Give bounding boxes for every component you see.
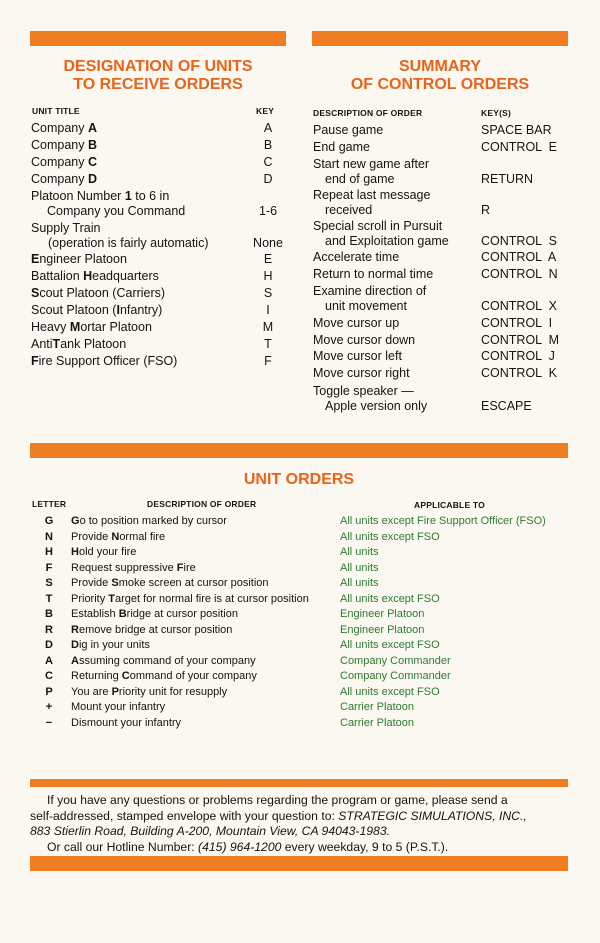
order-keys: CONTROL K <box>481 366 557 380</box>
order-text-rest: o to position marked by cursor <box>79 515 227 527</box>
unit-key: B <box>263 138 273 152</box>
order-applicable: Engineer Platoon <box>340 608 425 620</box>
order-text-rest: ridge at cursor position <box>126 608 238 620</box>
order-description: Move cursor up <box>313 316 400 330</box>
order-description-line2: end of game <box>325 172 395 186</box>
order-text: Returning <box>71 670 122 682</box>
order-text: Dismount your infantry <box>71 716 182 729</box>
order-description <box>71 593 309 606</box>
order-description: Examine direction of <box>313 284 427 298</box>
order-text: Request suppressive <box>71 561 177 574</box>
unit-title-key-letter: A <box>87 121 98 135</box>
order-applicable: Carrier Platoon <box>340 716 414 729</box>
order-text-rest: ssuming command of your company <box>78 654 256 667</box>
order-keys: CONTROL S <box>481 234 557 248</box>
order-letter: P <box>45 685 53 698</box>
unit-title-text: Company <box>31 138 88 152</box>
order-description <box>71 624 232 637</box>
order-text: Provide <box>71 577 112 589</box>
unit-title-key-letter: T <box>52 337 61 351</box>
keys-header: KEY(S) <box>481 108 512 118</box>
order-keys: CONTROL M <box>481 333 560 347</box>
order-applicable: All units except FSO <box>340 530 440 543</box>
contact-info <box>30 793 570 855</box>
unit-title <box>31 354 177 368</box>
letter-header: LETTER <box>32 499 67 509</box>
order-key-letter: A <box>71 654 79 667</box>
unit-key: I <box>266 303 270 317</box>
order-letter: − <box>45 716 53 729</box>
order-letter: + <box>45 701 53 713</box>
order-description-header: DESCRIPTION OF ORDER <box>147 499 257 509</box>
top-right-bar <box>312 31 568 46</box>
order-text-rest: ommand of your company <box>129 670 257 682</box>
order-keys: CONTROL I <box>481 316 553 330</box>
unit-key: A <box>263 121 273 135</box>
unit-title <box>31 337 126 351</box>
order-key-letter: F <box>176 561 184 574</box>
order-text: Priority <box>71 592 109 605</box>
order-key-letter: P <box>111 685 119 698</box>
order-text: Provide <box>71 530 112 543</box>
order-description: Move cursor down <box>313 333 416 347</box>
footer-line-4: Or call our Hotline Number: (415) 964-1200 every weekday, 9 to 5 (P.S.T.). <box>47 839 449 854</box>
order-description-line2: Apple version only <box>325 399 428 413</box>
order-text: Establish <box>71 608 119 620</box>
unit-title <box>31 286 165 300</box>
order-description <box>71 670 257 683</box>
unit-key: H <box>263 269 273 283</box>
key-header: KEY <box>256 106 275 116</box>
unit-title <box>31 172 97 186</box>
footer-bottom-bar <box>30 856 568 871</box>
unit-key: 1-6 <box>258 204 278 218</box>
unit-title <box>31 155 97 169</box>
unit-title-text: Company <box>31 172 88 186</box>
unit-title-key-letter: C <box>87 155 98 169</box>
order-key-letter: R <box>71 623 79 636</box>
order-description: Start new game after <box>313 157 430 171</box>
order-letter: N <box>45 530 53 543</box>
unit-title-text-rest: ire Support Officer (FSO) <box>38 354 178 368</box>
unit-orders-bar <box>30 443 568 458</box>
unit-key: E <box>263 252 273 266</box>
unit-title <box>31 138 97 152</box>
order-description <box>71 639 150 652</box>
order-letter: C <box>45 670 53 682</box>
order-letter: T <box>45 592 53 605</box>
order-text: Mount your infantry <box>71 701 166 713</box>
order-description-line2: received <box>325 203 373 217</box>
order-text-rest: arget for normal fire is at cursor position <box>115 592 309 605</box>
order-text-rest: ormal fire <box>119 530 166 543</box>
footer-line-3: 883 Stierlin Road, Building A-200, Mountain View, CA 94043-1983. <box>30 824 390 838</box>
unit-title-text: Company <box>31 155 88 169</box>
unit-title <box>31 320 152 334</box>
unit-title-text: Battalion <box>31 269 84 283</box>
unit-title-line2: Company you Command <box>47 204 186 218</box>
order-description: Return to normal time <box>313 267 434 281</box>
order-letter: S <box>45 577 53 589</box>
unit-title <box>31 221 100 235</box>
top-left-bar <box>30 31 286 46</box>
order-key-letter: T <box>108 592 116 605</box>
unit-title <box>31 269 159 283</box>
order-letter: R <box>45 623 53 636</box>
unit-title-text-rest: eadquarters <box>92 269 159 283</box>
order-description <box>71 562 196 575</box>
order-applicable: All units <box>340 546 379 558</box>
order-text-rest: ire <box>183 561 196 574</box>
order-key-letter: S <box>111 577 119 589</box>
order-description: Move cursor left <box>313 349 402 363</box>
unit-key: None <box>253 236 283 250</box>
order-applicable: Carrier Platoon <box>340 701 414 713</box>
order-applicable: All units except FSO <box>340 685 440 698</box>
order-keys: CONTROL A <box>481 250 557 264</box>
order-description <box>71 515 227 528</box>
applicable-header: APPLICABLE TO <box>414 500 485 510</box>
unit-title-text-rest: to 6 in <box>131 189 170 203</box>
order-text-rest: old your fire <box>78 546 137 558</box>
unit-title-text-rest: ank Platoon <box>60 337 127 351</box>
designation-title: DESIGNATION OF UNITS TO RECEIVE ORDERS <box>63 58 253 93</box>
unit-title <box>31 121 97 135</box>
unit-key: F <box>264 354 272 368</box>
order-text-rest: ig in your units <box>78 639 150 651</box>
order-letter: A <box>45 654 53 667</box>
order-applicable: All units except FSO <box>340 592 440 605</box>
order-text-rest: moke screen at cursor position <box>118 577 269 589</box>
order-description: Special scroll in Pursuit <box>313 219 443 233</box>
order-description <box>71 577 269 590</box>
unit-title <box>31 252 127 266</box>
order-keys: R <box>481 203 491 217</box>
order-description <box>71 701 165 714</box>
order-key-letter: H <box>71 546 79 558</box>
order-description: Toggle speaker — <box>313 384 414 398</box>
order-key-letter: C <box>121 670 130 682</box>
unit-title-header: UNIT TITLE <box>32 106 80 116</box>
unit-title-key-letter: F <box>31 354 39 368</box>
order-key-letter: D <box>71 639 79 651</box>
order-applicable: Engineer Platoon <box>340 623 425 636</box>
order-keys: SPACE BAR <box>481 123 552 137</box>
order-description <box>71 531 165 544</box>
unit-title-text: Platoon Number <box>31 189 125 203</box>
order-letter: H <box>45 546 53 558</box>
unit-title-text: Supply Train <box>31 221 101 235</box>
unit-title-text-rest: nfantry) <box>119 303 163 317</box>
order-keys: CONTROL J <box>481 349 555 363</box>
order-keys: ESCAPE <box>481 399 532 413</box>
order-key-letter: G <box>71 515 80 527</box>
unit-title <box>31 189 169 203</box>
order-description-line2: unit movement <box>325 299 407 313</box>
order-keys: RETURN <box>481 172 534 186</box>
order-applicable: All units except Fire Support Officer (FSO) <box>340 515 546 527</box>
order-text: You are <box>71 685 112 698</box>
unit-title-key-letter: E <box>31 252 40 266</box>
order-description: Pause game <box>313 123 384 137</box>
unit-key: C <box>263 155 273 169</box>
order-applicable: Company Commander <box>340 654 451 667</box>
unit-title-text-rest: ortar Platoon <box>80 320 152 334</box>
unit-title-text: Company <box>31 121 88 135</box>
order-text-rest: emove bridge at cursor position <box>78 623 233 636</box>
unit-title-text: Scout Platoon ( <box>31 303 117 317</box>
unit-title-text: Anti <box>31 337 53 351</box>
unit-title-text: Heavy <box>31 320 70 334</box>
order-applicable: All units <box>340 577 379 589</box>
order-description-line2: and Exploitation game <box>325 234 449 248</box>
order-key-letter: N <box>111 530 120 543</box>
unit-title-key-letter: S <box>31 286 40 300</box>
unit-key: M <box>262 320 274 334</box>
unit-title-key-letter: 1 <box>124 189 132 203</box>
footer-line-2: self-addressed, stamped envelope with your question to: STRATEGIC SIMULATIONS, INC., <box>30 808 527 823</box>
unit-title-text-rest: ngineer Platoon <box>39 252 127 266</box>
order-keys: CONTROL N <box>481 267 558 281</box>
order-letter: G <box>44 515 54 527</box>
order-applicable: All units <box>340 561 379 574</box>
order-key-letter: B <box>118 608 127 620</box>
order-description <box>71 608 238 621</box>
footer-line-1: If you have any questions or problems regarding the program or game, please send a <box>47 793 508 807</box>
unit-key: T <box>264 337 272 351</box>
order-description: Accelerate time <box>313 250 400 264</box>
unit-title-text-rest: cout Platoon (Carriers) <box>39 286 166 300</box>
unit-title-key-letter: H <box>83 269 93 283</box>
footer-top-bar <box>30 779 568 787</box>
order-letter: D <box>45 639 53 651</box>
order-text-rest: riority unit for resupply <box>118 685 228 698</box>
unit-title-line2: (operation is fairly automatic) <box>48 236 209 250</box>
order-description <box>71 546 136 559</box>
order-applicable: All units except FSO <box>340 639 440 651</box>
order-letter: F <box>45 561 53 574</box>
unit-key: D <box>263 172 273 186</box>
unit-title-key-letter: D <box>87 172 98 186</box>
order-letter: B <box>45 608 53 620</box>
order-description: Move cursor right <box>313 366 410 380</box>
unit-title <box>31 303 162 317</box>
order-description <box>71 655 256 668</box>
unit-title-key-letter: M <box>69 320 81 334</box>
unit-orders-title: UNIT ORDERS <box>243 471 355 488</box>
order-description <box>71 717 181 730</box>
order-keys: CONTROL E <box>481 140 557 154</box>
unit-title-key-letter: I <box>116 303 120 317</box>
unit-key: S <box>263 286 273 300</box>
order-keys: CONTROL X <box>481 299 557 313</box>
order-description <box>71 686 227 699</box>
summary-title: SUMMARY OF CONTROL ORDERS <box>350 58 530 93</box>
order-description: Repeat last message <box>313 188 431 202</box>
description-header: DESCRIPTION OF ORDER <box>313 108 423 118</box>
unit-title-key-letter: B <box>87 138 98 152</box>
order-applicable: Company Commander <box>340 670 451 682</box>
order-description: End game <box>313 140 370 154</box>
